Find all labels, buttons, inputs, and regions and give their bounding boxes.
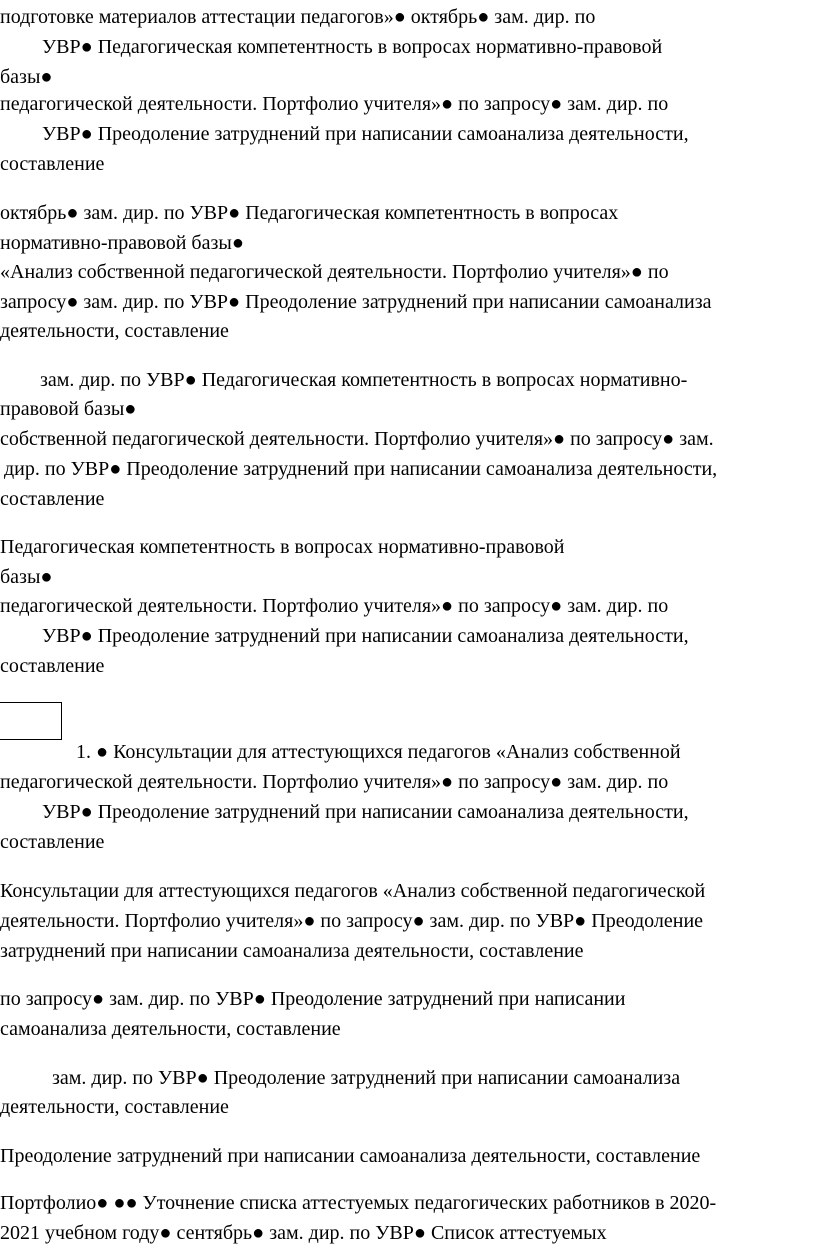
text-line: нормативно-правовой базы● xyxy=(0,232,244,254)
text-line: составление xyxy=(0,831,105,853)
text-line: затруднений при написании самоанализа деятельности, составление xyxy=(0,940,584,962)
text-line: октябрь● зам. дир. по УВР● Педагогическая компетентность в вопросах xyxy=(0,202,619,224)
text-line: запросу● зам. дир. по УВР● Преодоление затруднений при написании самоанализа xyxy=(0,291,712,313)
text-line: «Анализ собственной педагогической деятельности. Портфолио учителя»● по xyxy=(0,261,669,283)
text-line: составление xyxy=(0,488,105,510)
text-line: деятельности. Портфолио учителя»● по запросу● зам. дир. по УВР● Преодоление xyxy=(0,910,704,932)
text-line: подготовке материалов аттестации педагогов»● октябрь● зам. дир. по xyxy=(0,6,596,28)
text-line: УВР● Преодоление затруднений при написании самоанализа деятельности, xyxy=(42,625,689,647)
text-line: самоанализа деятельности, составление xyxy=(0,1018,341,1040)
text-line: Педагогическая компетентность в вопросах нормативно-правовой xyxy=(0,536,565,558)
text-line: УВР● Педагогическая компетентность в вопросах нормативно-правовой xyxy=(42,36,663,58)
text-line: Консультации для аттестующихся педагогов «Анализ собственной педагогической xyxy=(0,880,706,902)
text-line: правовой базы● xyxy=(0,398,137,420)
text-line: Портфолио● ●● Уточнение списка аттестуемых педагогических работников в 2020- xyxy=(0,1192,717,1214)
text-line: базы● xyxy=(0,66,53,88)
empty-table-cell xyxy=(0,702,62,740)
text-line: составление xyxy=(0,153,105,175)
text-line: педагогической деятельности. Портфолио учителя»● по запросу● зам. дир. по xyxy=(0,93,669,115)
text-line: УВР● Преодоление затруднений при написании самоанализа деятельности, xyxy=(42,123,689,145)
text-line: педагогической деятельности. Портфолио учителя»● по запросу● зам. дир. по xyxy=(0,595,669,617)
text-line: деятельности, составление xyxy=(0,320,229,342)
text-line: составление xyxy=(0,655,105,677)
text-line: по запросу● зам. дир. по УВР● Преодоление затруднений при написании xyxy=(0,988,626,1010)
text-line: базы● xyxy=(0,566,53,588)
text-line: Преодоление затруднений при написании самоанализа деятельности, составление xyxy=(0,1145,701,1167)
text-line: деятельности, составление xyxy=(0,1096,229,1118)
text-line: собственной педагогической деятельности. Портфолио учителя»● по запросу● зам. xyxy=(0,428,714,450)
text-line: дир. по УВР● Преодоление затруднений при написании самоанализа деятельности, xyxy=(4,458,718,480)
text-line: зам. дир. по УВР● Педагогическая компетентность в вопросах нормативно- xyxy=(40,369,688,391)
text-line: 2021 учебном году● сентябрь● зам. дир. по УВР● Список аттестуемых xyxy=(0,1222,607,1244)
text-line: УВР● Преодоление затруднений при написании самоанализа деятельности, xyxy=(42,801,689,823)
text-line: зам. дир. по УВР● Преодоление затруднений при написании самоанализа xyxy=(52,1067,681,1089)
text-line: педагогической деятельности. Портфолио учителя»● по запросу● зам. дир. по xyxy=(0,771,669,793)
numbered-list-item: 1. ● Консультации для аттестующихся педагогов «Анализ собственной xyxy=(76,741,681,763)
